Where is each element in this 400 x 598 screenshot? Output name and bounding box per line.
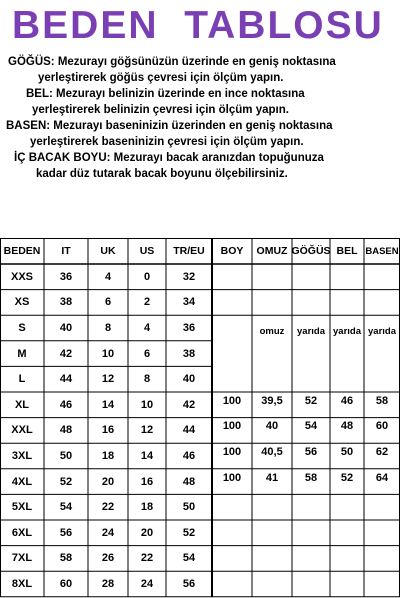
size-value: 40 xyxy=(182,373,196,386)
instruction-line: yerleştirerek göğüs çevresi için ölçüm yapın. xyxy=(38,72,284,84)
measurement-value: 56 xyxy=(304,445,318,458)
size-value: 14 xyxy=(140,449,154,462)
size-value: 56 xyxy=(59,526,73,539)
size-value: 52 xyxy=(59,475,73,488)
measurement-note: yarıda xyxy=(368,326,396,338)
size-value: 44 xyxy=(59,373,73,386)
size-label: 4XL xyxy=(11,475,33,488)
size-value: 0 xyxy=(143,270,151,283)
size-value: 48 xyxy=(182,475,196,488)
measurement-note: yarıda xyxy=(333,326,361,338)
column-header: BOY xyxy=(220,245,244,257)
measurement-value: 58 xyxy=(304,471,318,484)
column-header: OMUZ xyxy=(256,245,288,257)
size-value: 54 xyxy=(59,501,73,514)
size-value: 4 xyxy=(104,270,112,283)
size-value: 48 xyxy=(59,424,73,437)
size-value: 40 xyxy=(59,321,73,334)
size-value: 36 xyxy=(182,321,196,334)
measurement-value: 50 xyxy=(340,445,354,458)
measurement-value: 58 xyxy=(375,394,389,407)
size-value: 24 xyxy=(140,577,154,590)
measurement-value: 100 xyxy=(222,471,242,484)
measurement-value: 52 xyxy=(304,394,318,407)
size-value: 36 xyxy=(59,270,73,283)
size-label: 3XL xyxy=(11,449,33,462)
measurement-note: yarıda xyxy=(297,326,325,338)
size-value: 20 xyxy=(140,526,154,539)
size-label: XXL xyxy=(11,424,33,437)
column-header: IT xyxy=(61,245,71,257)
column-header: BEDEN xyxy=(3,245,41,257)
measurement-note: omuz xyxy=(259,326,285,338)
measurement-value: 52 xyxy=(340,471,354,484)
size-value: 58 xyxy=(59,552,73,565)
measurement-value: 62 xyxy=(375,445,389,458)
size-value: 22 xyxy=(140,552,154,565)
instruction-line: BEL: Mezurayı belinizin üzerinde en ince noktasına xyxy=(26,88,305,100)
column-header: UK xyxy=(100,245,116,257)
measurement-value: 40,5 xyxy=(261,445,283,458)
instruction-line: yerleştirerek baseninizin çevresi için ölçüm yapın. xyxy=(30,136,304,148)
size-value: 38 xyxy=(182,347,196,360)
measurement-value: 100 xyxy=(222,394,242,407)
size-value: 18 xyxy=(140,501,154,514)
size-value: 4 xyxy=(143,321,151,334)
size-value: 28 xyxy=(101,577,115,590)
size-value: 20 xyxy=(101,475,115,488)
size-label: S xyxy=(18,321,26,334)
size-value: 24 xyxy=(101,526,115,539)
size-value: 46 xyxy=(59,398,73,411)
measurement-value: 100 xyxy=(222,420,242,433)
measurement-value: 48 xyxy=(340,420,354,433)
size-value: 52 xyxy=(182,526,196,539)
measurement-value: 46 xyxy=(340,394,354,407)
measurement-value: 64 xyxy=(375,471,389,484)
size-value: 14 xyxy=(101,398,115,411)
instruction-line: kadar düz tutarak bacak boyunu ölçebilirsiniz. xyxy=(36,168,288,180)
size-label: L xyxy=(18,373,26,386)
size-value: 26 xyxy=(101,552,115,565)
size-value: 10 xyxy=(101,347,115,360)
size-value: 12 xyxy=(140,424,154,437)
size-value: 50 xyxy=(182,501,196,514)
column-header: GÖĞÜS xyxy=(291,245,331,257)
size-label: 6XL xyxy=(11,526,33,539)
column-header: BASEN xyxy=(365,245,399,257)
instruction-line: yerleştirerek belinizin çevresi için ölçüm yapın. xyxy=(32,104,289,116)
size-value: 6 xyxy=(104,296,112,309)
size-value: 54 xyxy=(182,552,196,565)
size-label: XL xyxy=(14,398,30,411)
measurement-value: 41 xyxy=(265,471,279,484)
size-label: 8XL xyxy=(11,577,33,590)
size-label: M xyxy=(17,347,27,360)
size-value: 16 xyxy=(101,424,115,437)
size-value: 42 xyxy=(59,347,73,360)
column-header: US xyxy=(139,245,155,257)
measurement-value: 40 xyxy=(265,420,279,433)
page-title: BEDEN TABLOSU xyxy=(12,4,384,47)
instruction-line: İÇ BACAK BOYU: Mezurayı bacak aranızdan topuğunuza xyxy=(14,152,324,164)
size-value: 18 xyxy=(101,449,115,462)
size-label: XS xyxy=(14,296,30,309)
size-value: 8 xyxy=(104,321,112,334)
size-label: XXS xyxy=(10,270,33,283)
size-table xyxy=(0,238,400,597)
size-value: 6 xyxy=(143,347,151,360)
size-value: 32 xyxy=(182,270,196,283)
size-label: 5XL xyxy=(11,501,33,514)
size-value: 50 xyxy=(59,449,73,462)
size-value: 60 xyxy=(59,577,73,590)
size-value: 34 xyxy=(182,296,196,309)
size-value: 44 xyxy=(182,424,196,437)
column-header: TR/EU xyxy=(173,245,205,257)
size-value: 42 xyxy=(182,398,196,411)
measurement-instructions xyxy=(0,54,400,182)
size-value: 16 xyxy=(140,475,154,488)
column-header: BEL xyxy=(336,245,358,257)
measurement-value: 60 xyxy=(375,420,389,433)
measurement-value: 100 xyxy=(222,445,242,458)
size-value: 38 xyxy=(59,296,73,309)
size-value: 46 xyxy=(182,449,196,462)
size-value: 12 xyxy=(101,373,115,386)
size-value: 22 xyxy=(101,501,115,514)
instruction-line: BASEN: Mezurayı baseninizin üzerinden en geniş noktasına xyxy=(6,120,333,132)
size-value: 2 xyxy=(143,296,151,309)
measurement-value: 54 xyxy=(304,420,318,433)
size-label: 7XL xyxy=(11,552,33,565)
size-value: 8 xyxy=(143,373,151,386)
instruction-line: GÖĞÜS: Mezurayı göğsünüzün üzerinde en geniş noktasına xyxy=(8,56,336,68)
size-value: 56 xyxy=(182,577,196,590)
size-value: 10 xyxy=(140,398,154,411)
measurement-value: 39,5 xyxy=(261,394,283,407)
